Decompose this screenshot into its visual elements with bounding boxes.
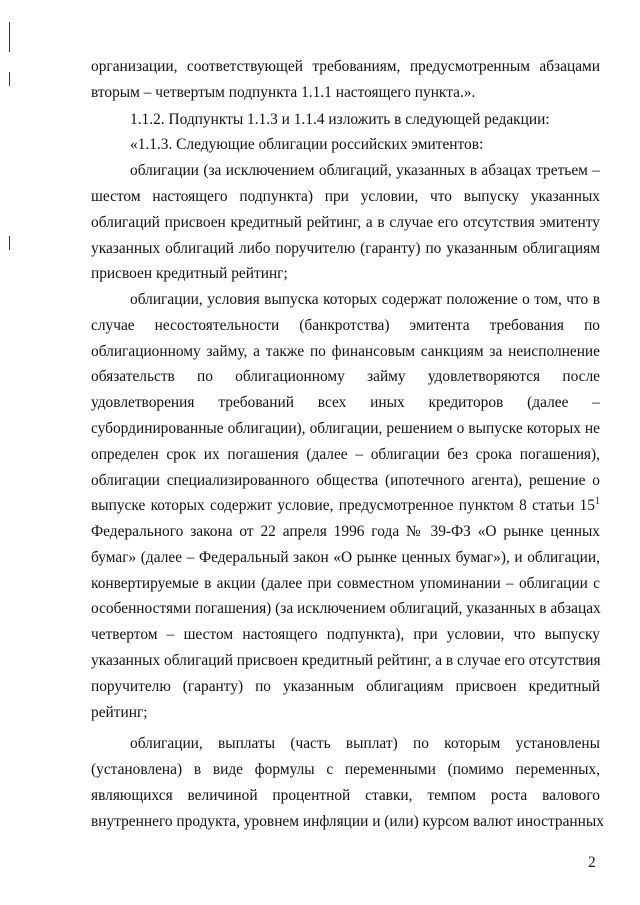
text-line: бумаг» (далее – Федеральный закон «О рынке ценных бумаг»), и облигации, bbox=[91, 549, 600, 566]
text-line-body: выпуске которых содержит условие, предусмотренное пунктом 8 статьи 15 bbox=[91, 497, 595, 514]
text-line: рейтинг; bbox=[91, 704, 148, 721]
text-line: субординированные облигации), облигации, решением о выпуске которых не bbox=[91, 420, 600, 437]
text-line: шестом настоящего подпункта) при условии, что выпуску указанных bbox=[91, 188, 600, 205]
text-line: определен срок их погашения (далее – облигации без срока погашения), bbox=[91, 446, 600, 463]
text-line: указанных облигаций либо поручителю (гаранту) по указанным облигациям bbox=[91, 240, 600, 257]
text-line: облигации, выплаты (часть выплат) по которым установлены bbox=[130, 735, 600, 752]
text-line: 1.1.2. Подпункты 1.1.3 и 1.1.4 изложить в следующей редакции: bbox=[130, 111, 550, 128]
text-line: облигационному займу, а также по финансовым санкциям за неисполнение bbox=[91, 343, 600, 360]
text-line: облигации, условия выпуска которых содержат положение о том, что в bbox=[130, 291, 600, 308]
text-line: особенностями погашения) (за исключением облигаций, указанных в абзацах bbox=[91, 600, 601, 617]
text-line: облигации (за исключением облигаций, указанных в абзацах третьем – bbox=[130, 162, 600, 179]
text-line: облигаций присвоен кредитный рейтинг, а в случае его отсутствия эмитенту bbox=[91, 214, 600, 231]
text-line: Федерального закона от 22 апреля 1996 года № 39-ФЗ «О рынке ценных bbox=[91, 523, 600, 540]
text-line: присвоен кредитный рейтинг; bbox=[91, 265, 288, 282]
page-number: 2 bbox=[588, 854, 596, 871]
text-line: удовлетворения требований всех иных кредиторов (далее – bbox=[91, 394, 600, 411]
margin-mark bbox=[9, 72, 10, 86]
margin-mark bbox=[9, 22, 10, 52]
text-line bbox=[91, 495, 600, 517]
text-line: поручителю (гаранту) по указанным облигациям присвоен кредитный bbox=[91, 678, 600, 695]
margin-mark bbox=[9, 236, 10, 250]
text-line: указанных облигаций присвоен кредитный рейтинг, а в случае его отсутствия bbox=[91, 652, 601, 669]
text-line: облигации специализированного общества (ипотечного агента), решение о bbox=[91, 472, 600, 489]
text-line: обязательств по облигационному займу удовлетворяются после bbox=[91, 368, 600, 385]
text-line: случае несостоятельности (банкротства) эмитента требования по bbox=[91, 317, 600, 334]
text-line: вторым – четвертым подпункта 1.1.1 настоящего пункта.». bbox=[91, 84, 476, 101]
text-line: четвертом – шестом настоящего подпункта), при условии, что выпуску bbox=[91, 626, 600, 643]
text-line: внутреннего продукта, уровнем инфляции и (или) курсом валют иностранных bbox=[91, 813, 604, 830]
text-line: (установлена) в виде формулы с переменными (помимо переменных, bbox=[91, 761, 600, 778]
text-line: являющихся величиной процентной ставки, темпом роста валового bbox=[91, 787, 600, 804]
text-line: «1.1.3. Следующие облигации российских эмитентов: bbox=[130, 136, 484, 153]
text-line: организации, соответствующей требованиям, предусмотренным абзацами bbox=[91, 58, 600, 75]
footnote-superscript: 1 bbox=[595, 495, 600, 507]
text-line: конвертируемые в акции (далее при совместном упоминании – облигации с bbox=[91, 575, 600, 592]
